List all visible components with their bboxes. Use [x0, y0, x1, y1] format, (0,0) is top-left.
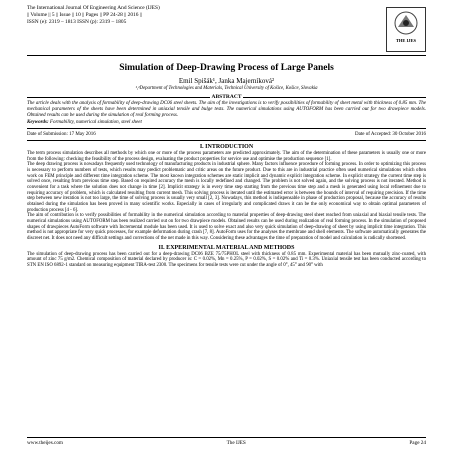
dates-row: [27, 129, 426, 140]
journal-name: The International Journal Of Engineering And Science (IJES): [27, 5, 160, 11]
journal-logo-icon: [387, 8, 425, 38]
journal-logo: [386, 7, 426, 52]
abstract-rule-right: [243, 97, 426, 98]
journal-volume: || Volume || 5 || Issue || 10 || Pages || PP 24-28 || 2016 ||: [27, 12, 142, 18]
header-rule: [27, 55, 426, 56]
section-heading-introduction: I. INTRODUCTION: [199, 144, 254, 150]
footer-website: www.theijes.com: [27, 440, 63, 446]
dates-rule-bottom: [27, 140, 426, 141]
accepted-date: [355, 132, 426, 137]
paper-authors: Emil Spišák¹, Janka Majerníková²: [178, 77, 275, 85]
journal-header-text: [27, 5, 426, 26]
abstract-heading: [27, 94, 426, 100]
journal-issn: ISSN (e): 2319 – 1813 ISSN (p): 2319 – 1805: [27, 19, 127, 25]
section-heading-materials: II. EXPERIMENTAL MATERIAL AND METHODS: [158, 244, 295, 251]
abstract-rule-left: [27, 97, 210, 98]
intro-paragraph-3: The aim of contribution is to verify possibilities of formability in the numerical simulation according to material properties of deep-drawing steel sheet reached from uniaxial and biaxial tensile tests. The numerical simulations using AUTOFORM has been realized carried out on for two drawpiece models. Obtained results can be used during realization of real forming process. In the simulation of proposed shapes of drawpieces AutoForm software with Incremental module has been used. It is used to solve exact and also very quick simulation of deep-drawing of sheet by using implicit time integration. This method is not appropriate for very quick processes, for example deformation during crash [7, 8]. AutoForm uses for the analyses the membrane and shell elements. The software automatically generates the discreet net. It does not need any difficult settings and corrections of the net made in this way. Considering these advantages the time of preparation of model and calculation is radically shortened.: [27, 213, 426, 241]
submission-date: [27, 132, 96, 137]
paper-affiliation: ¹,²Department of Technologies and Materials, Technical University of Košice, Košice, Slovakia: [135, 86, 318, 91]
footer-page-number: Page 24: [409, 440, 426, 446]
page-footer: [27, 437, 426, 446]
footer-journal: The IJES: [226, 440, 246, 446]
journal-header: [27, 5, 426, 55]
materials-paragraph-1: The simulation of deep-drawing process has been carried out for a deep-drawing DC06 BZE 75/75PHOL steel with thickness of 0.85 mm. Experimental material has been mutually zinc-coated, with amount of zinc 75 g/m2. Chemical composition of material declared by producer is: C = 0.02%, Mn = 0.25%, P = 0.02%, S = 0.02% and Ti = 0.3%. Uniaxial tensile test has been conducted according to STN EN ISO 6892-1 standard on measuring equipment TIRA-test 2300. The specimens for tensile tests were cut under the angle of 0°, 45° and 90° with: [27, 251, 426, 268]
intro-paragraph-1: The term process simulation describes all methods by which one or more of the process parameters are predicted approximately. The aim of the determination of these parameters is usually one or more from the following: checking the feasibility of the process design, evaluating the product properties for service use and optimise the production sequence [1].: [27, 151, 426, 162]
accepted-date-text: Date of Accepted: 30 October 2016: [355, 132, 426, 137]
journal-logo-label: THE IJES: [395, 38, 417, 43]
intro-paragraph-2: The deep drawing process is nowadays frequently used technology of manufacturing products in industrial sphere. Many factors influence procedure of forming process. In order to optimizing this process is necessary to perform numbers of tests, which results may predict problematic and critic areas on the future product. Due to this are in industrial practice often used numerical simulations which often work on FEM principle and different time integration scheme. The most known integration schemes are static implicit and dynamic explicit integration scheme. In explicit strategy the current time step is solved once, resulting from previous time step. Based on required accuracy the mesh is locally redefined and changed. The problem is not solved again, and the solving process is not iterated. Method is convenient for a task where the solution does not change in time [2]. Implicit strategy is in every time step starting from the previous time step and a mesh is generated using local refinement due to requiring accuracy of problem, which is calculated resulting from current mesh. This solving process is iterated until the estimated error is between the bounds of interval of requiring precision. If the time step between new iteration is not too large, the time of solving process is usually very small [2, 3]. Nowadays, this method is indispensable in phase of production proposal, because the accuracy of results obtained during the simulation has been proved in many scientific works. Especially in cases of irregularly and complicated draws it can be the only economical way to obtain optimal parameters of production process [4 - 6].: [27, 162, 426, 213]
abstract-label: ABSTRACT: [211, 94, 242, 100]
submission-date-text: Date of Submission: 17 May 2016: [27, 132, 96, 137]
keywords-text: Formability, numerical simulation, steel sheet: [49, 120, 142, 125]
keywords-label: Keywords:: [27, 120, 49, 125]
paper-title: Simulation of Deep-Drawing Process of Large Panels: [119, 63, 334, 73]
keywords: [27, 120, 426, 126]
abstract-text: The article deals with the analysis of formability of deep-drawing DC06 steel sheets. The aim of the investigations is to verify possibilities of formability of sheet metal with thickness of 0.85 mm. The mechanical parameters of the sheets have been determined in uniaxial tensile and bulge tests. The numerical simulations using AUTOFORM has been carried out for two drawpiece models. Obtained results can be used during the simulation of real forming process.: [27, 101, 426, 118]
